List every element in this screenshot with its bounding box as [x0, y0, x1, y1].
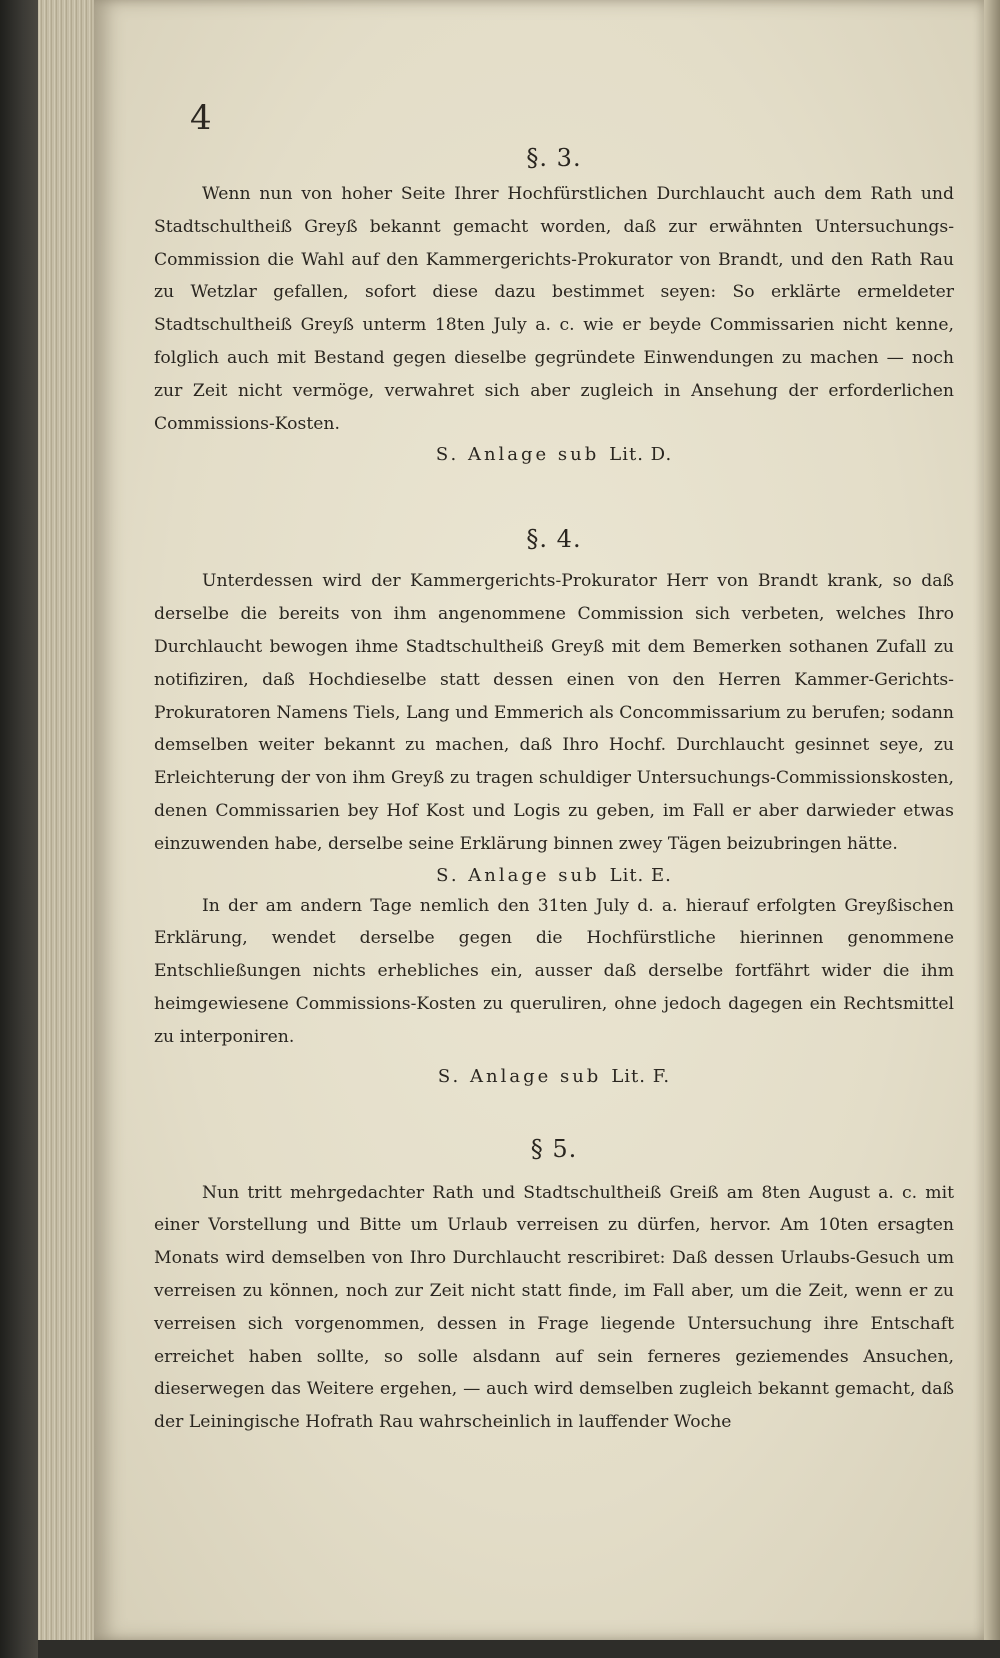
section-4-reference-2 [154, 1066, 954, 1087]
reference-lit: Lit. E. [609, 864, 672, 886]
section-3-heading: §. 3. [526, 144, 582, 172]
reference-prefix: S. Anlage sub [437, 1065, 602, 1087]
reference-prefix: S. Anlage sub [435, 444, 600, 466]
section-3-paragraph: Wenn nun von hoher Seite Ihrer Hochfürstlichen Durchlaucht auch dem Rath und Stadtschultheiß Greyß bekannt gemacht worden, daß zur erwähnten Untersuchungs-Commission die Wahl auf den Kammergerichts-Prokurator von Brandt, und den Rath Rau zu Wetzlar gefallen, sofort diese dazu bestimmet seyen: So erklärte ermeldeter Stadtschultheiß Greyß unterm 18ten July a. c. wie er beyde Commissarien nicht kenne, folglich auch mit Bestand gegen dieselbe gegründete Einwendungen zu machen — noch zur Zeit nicht vermöge, verwahret sich aber zugleich in Ansehung der erforderlichen Commissions-Kosten. [154, 184, 954, 434]
section-4-paragraph-2: In der am andern Tage nemlich den 31ten July d. a. hierauf erfolgten Greyßischen Erklärung, wendet derselbe gegen die Hochfürstliche hierinnen genommene Entschließungen nichts erhebliches ein, ausser daß derselbe fortfährt wider die ihm heimgewiesene Commissions-Kosten zu queruliren, ohne jedoch dagegen ein Rechtsmittel zu interponiren. [154, 895, 954, 1047]
reference-lit: Lit. F. [611, 1065, 671, 1087]
section-3-reference [154, 444, 954, 465]
page-number: 4 [190, 98, 212, 138]
section-5-paragraph: Nun tritt mehrgedachter Rath und Stadtschultheiß Greiß am 8ten August a. c. mit einer Vorstellung und Bitte um Urlaub verreisen zu dürfen, hervor. Am 10ten ersagten Monats wird demselben von Ihro Durchlaucht rescribiret: Daß dessen Urlaubs-Gesuch um verreisen zu können, noch zur Zeit nicht statt finde, im Fall aber, um die Zeit, wenn er zu verreisen sich vorgenommen, dessen in Frage liegende Untersuchung ihre Entschaft erreichet haben sollte, so solle alsdann auf sein ferneres geziemendes Ansuchen, dieserwegen das Weitere ergehen, — auch wird demselben zugleich bekannt gemacht, daß der Leiningische Hofrath Rau wahrscheinlich in lauffender Woche [154, 1182, 954, 1433]
reference-prefix: S. Anlage sub [436, 864, 600, 886]
page-edges [38, 0, 94, 1658]
book-binding [0, 0, 38, 1658]
section-4-heading: §. 4. [526, 525, 582, 554]
section-5-heading: § 5. [530, 1134, 578, 1163]
reference-lit: Lit. D. [609, 444, 673, 466]
page-content [154, 100, 954, 1439]
section-4-paragraph: Unterdessen wird der Kammergerichts-Prokurator Herr von Brandt krank, so daß derselbe die bereits von ihm angenommene Commission sich verbeten, welches Ihro Durchlaucht bewogen ihme Stadtschultheiß Greyß mit dem Bemerken sothanen Zufall zu notifiziren, daß Hochdieselbe statt dessen einen von den Herren Kammer-Gerichts-Prokuratoren Namens Tiels, Lang und Emmerich als Concommissarium zu berufen; sodann demselben weiter bekannt zu machen, daß Ihro Hochf. Durchlaucht gesinnet seye, zu Erleichterung der von ihm Greyß zu tragen schuldiger Untersuchungs-Commissionskosten, denen Commissarien bey Hof Kost und Logis zu geben, im Fall er aber darwieder etwas einzuwenden habe, derselbe seine Erklärung binnen zwey Tägen beizubringen hätte. [154, 571, 954, 854]
bottom-shadow [38, 1640, 1000, 1658]
section-4-reference [154, 865, 954, 886]
facing-page-edge [984, 0, 1000, 1658]
